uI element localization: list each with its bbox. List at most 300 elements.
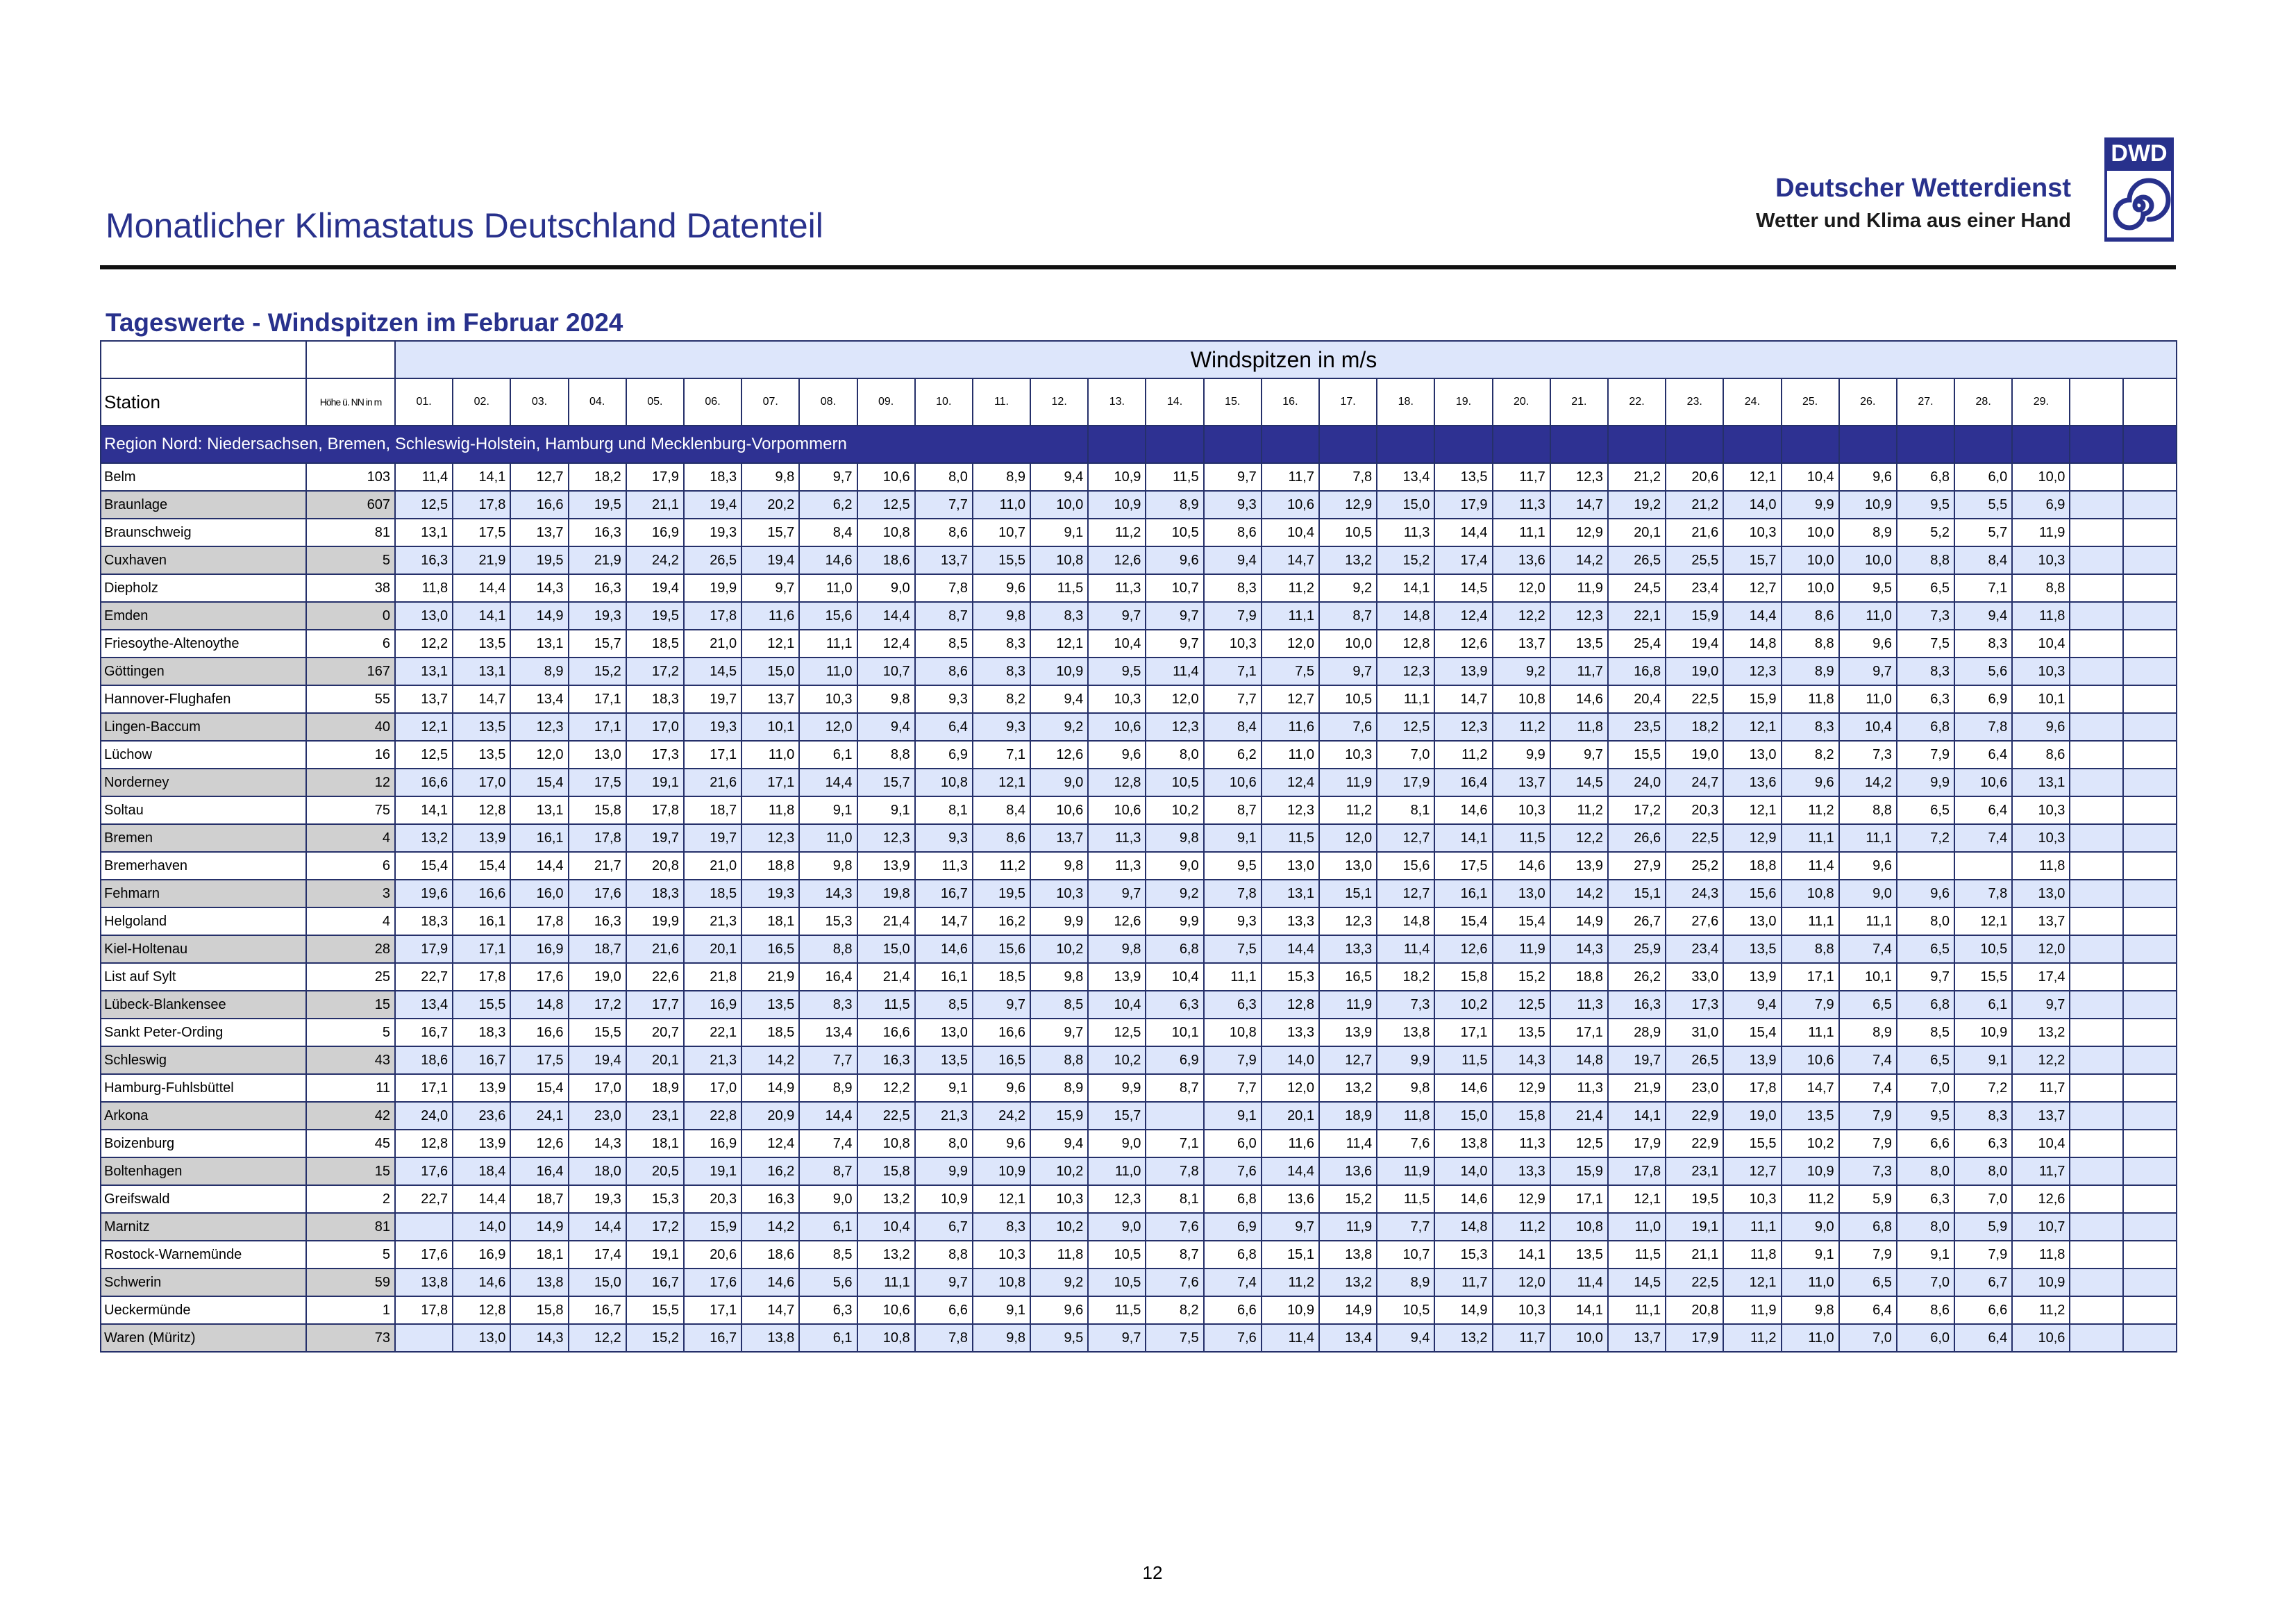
wind-value: 13,3 bbox=[1493, 1157, 1550, 1185]
wind-value: 10,7 bbox=[973, 519, 1030, 546]
wind-value: 22,1 bbox=[1608, 602, 1666, 630]
header-rule bbox=[100, 265, 2176, 269]
wind-value: 15,8 bbox=[1434, 963, 1492, 991]
table-row bbox=[101, 963, 2177, 991]
wind-value: 12,4 bbox=[1434, 602, 1492, 630]
wind-value: 19,1 bbox=[626, 1241, 684, 1269]
wind-value: 20,1 bbox=[626, 1046, 684, 1074]
wind-value: 14,4 bbox=[857, 602, 915, 630]
wind-value: 21,9 bbox=[741, 963, 799, 991]
wind-value: 9,8 bbox=[741, 463, 799, 491]
wind-value: 12,5 bbox=[1550, 1130, 1608, 1157]
wind-value: 21,9 bbox=[453, 546, 510, 574]
empty-cell bbox=[2070, 546, 2123, 574]
wind-value bbox=[395, 1213, 453, 1241]
wind-value: 12,3 bbox=[510, 713, 568, 741]
wind-value: 13,5 bbox=[1550, 1241, 1608, 1269]
day-column-header: 01. bbox=[395, 378, 453, 426]
wind-value: 12,9 bbox=[1723, 824, 1781, 852]
empty-cell bbox=[2123, 546, 2177, 574]
station-name: Helgoland bbox=[101, 907, 306, 935]
wind-value: 13,5 bbox=[915, 1046, 973, 1074]
wind-value: 7,0 bbox=[1377, 741, 1434, 769]
wind-value: 21,1 bbox=[1666, 1241, 1723, 1269]
brand-name: Deutscher Wetterdienst bbox=[1775, 174, 2071, 203]
wind-value: 31,0 bbox=[1666, 1019, 1723, 1046]
wind-value: 17,2 bbox=[626, 658, 684, 685]
empty-cell bbox=[2123, 1130, 2177, 1157]
wind-value: 10,0 bbox=[1782, 574, 1839, 602]
wind-value: 9,8 bbox=[799, 852, 857, 880]
dwd-brand bbox=[1688, 137, 2174, 242]
wind-value: 11,1 bbox=[1493, 519, 1550, 546]
wind-value: 23,0 bbox=[1666, 1074, 1723, 1102]
wind-value: 6,9 bbox=[1146, 1046, 1203, 1074]
wind-value: 17,8 bbox=[1608, 1157, 1666, 1185]
wind-value: 8,6 bbox=[973, 824, 1030, 852]
wind-value: 19,1 bbox=[684, 1157, 741, 1185]
wind-value: 6,0 bbox=[1204, 1130, 1262, 1157]
wind-value: 6,9 bbox=[1204, 1213, 1262, 1241]
wind-value: 6,4 bbox=[1954, 796, 2012, 824]
wind-value: 6,6 bbox=[1954, 1296, 2012, 1324]
wind-value: 15,4 bbox=[395, 852, 453, 880]
station-name: Diepholz bbox=[101, 574, 306, 602]
station-height: 1 bbox=[306, 1296, 395, 1324]
wind-value: 9,9 bbox=[1782, 491, 1839, 519]
region-cell bbox=[1782, 426, 1839, 463]
wind-value: 11,3 bbox=[1550, 1074, 1608, 1102]
wind-value: 12,3 bbox=[1377, 658, 1434, 685]
wind-value: 16,1 bbox=[915, 963, 973, 991]
wind-value: 11,8 bbox=[1377, 1102, 1434, 1130]
wind-value: 12,5 bbox=[1493, 991, 1550, 1019]
wind-value: 15,3 bbox=[1262, 963, 1319, 991]
wind-value: 12,1 bbox=[1723, 796, 1781, 824]
wind-value: 7,9 bbox=[1839, 1102, 1897, 1130]
wind-value: 27,6 bbox=[1666, 907, 1723, 935]
wind-value: 13,3 bbox=[1262, 1019, 1319, 1046]
wind-value: 9,4 bbox=[1030, 463, 1088, 491]
day-column-header: 12. bbox=[1030, 378, 1088, 426]
wind-value: 10,4 bbox=[2012, 630, 2070, 658]
wind-value: 6,8 bbox=[1897, 713, 1954, 741]
station-name: Braunschweig bbox=[101, 519, 306, 546]
table-row bbox=[101, 491, 2177, 519]
wind-value: 14,1 bbox=[1493, 1241, 1550, 1269]
wind-value: 13,4 bbox=[1319, 1324, 1377, 1352]
station-name: Emden bbox=[101, 602, 306, 630]
wind-value: 18,5 bbox=[684, 880, 741, 907]
wind-value: 9,7 bbox=[1319, 658, 1377, 685]
wind-value: 17,6 bbox=[569, 880, 626, 907]
wind-value: 9,0 bbox=[799, 1185, 857, 1213]
wind-value: 14,4 bbox=[799, 769, 857, 796]
wind-value: 10,5 bbox=[1088, 1241, 1146, 1269]
wind-value: 9,8 bbox=[1377, 1074, 1434, 1102]
wind-value: 9,3 bbox=[973, 713, 1030, 741]
wind-value: 17,9 bbox=[626, 463, 684, 491]
day-column-header: 02. bbox=[453, 378, 510, 426]
wind-value: 24,5 bbox=[1608, 574, 1666, 602]
wind-value: 11,9 bbox=[1723, 1296, 1781, 1324]
wind-value: 7,5 bbox=[1146, 1324, 1203, 1352]
wind-value: 22,5 bbox=[1666, 1269, 1723, 1296]
wind-value: 12,5 bbox=[857, 491, 915, 519]
station-height: 73 bbox=[306, 1324, 395, 1352]
wind-value: 13,2 bbox=[857, 1241, 915, 1269]
station-name: Bremerhaven bbox=[101, 852, 306, 880]
empty-cell bbox=[2123, 1074, 2177, 1102]
region-cell bbox=[1723, 426, 1781, 463]
wind-value: 17,2 bbox=[626, 1213, 684, 1241]
wind-value: 21,9 bbox=[569, 546, 626, 574]
station-height: 28 bbox=[306, 935, 395, 963]
wind-value: 12,3 bbox=[1088, 1185, 1146, 1213]
wind-value: 5,5 bbox=[1954, 491, 2012, 519]
wind-value: 9,6 bbox=[973, 574, 1030, 602]
wind-value: 11,1 bbox=[1204, 963, 1262, 991]
wind-value: 10,3 bbox=[1204, 630, 1262, 658]
wind-value: 15,9 bbox=[1666, 602, 1723, 630]
station-name: Lübeck-Blankensee bbox=[101, 991, 306, 1019]
empty-cell bbox=[2123, 907, 2177, 935]
wind-value: 9,0 bbox=[1088, 1213, 1146, 1241]
empty-cell bbox=[2070, 491, 2123, 519]
wind-value: 11,9 bbox=[1319, 991, 1377, 1019]
wind-value: 19,7 bbox=[684, 685, 741, 713]
wind-value: 10,8 bbox=[1782, 880, 1839, 907]
wind-value: 16,7 bbox=[915, 880, 973, 907]
wind-value: 13,4 bbox=[395, 991, 453, 1019]
station-height: 55 bbox=[306, 685, 395, 713]
table-row bbox=[101, 880, 2177, 907]
wind-value: 12,7 bbox=[1319, 1046, 1377, 1074]
station-height: 5 bbox=[306, 1241, 395, 1269]
wind-value: 16,5 bbox=[741, 935, 799, 963]
wind-value: 16,3 bbox=[569, 519, 626, 546]
wind-value: 13,1 bbox=[510, 796, 568, 824]
wind-value: 19,4 bbox=[684, 491, 741, 519]
wind-value: 18,6 bbox=[741, 1241, 799, 1269]
empty-cell bbox=[2070, 1324, 2123, 1352]
wind-value: 9,9 bbox=[1030, 907, 1088, 935]
wind-value: 11,6 bbox=[741, 602, 799, 630]
wind-value: 5,9 bbox=[1839, 1185, 1897, 1213]
station-height: 81 bbox=[306, 1213, 395, 1241]
wind-value: 15,8 bbox=[1493, 1102, 1550, 1130]
station-height: 16 bbox=[306, 741, 395, 769]
wind-value: 15,6 bbox=[1377, 852, 1434, 880]
wind-value: 8,9 bbox=[1782, 658, 1839, 685]
wind-value: 20,9 bbox=[741, 1102, 799, 1130]
wind-value: 11,2 bbox=[1088, 519, 1146, 546]
station-name: Cuxhaven bbox=[101, 546, 306, 574]
wind-value: 13,8 bbox=[1319, 1241, 1377, 1269]
wind-value: 11,2 bbox=[1550, 796, 1608, 824]
wind-value: 9,6 bbox=[1146, 546, 1203, 574]
wind-value: 21,0 bbox=[684, 630, 741, 658]
wind-value: 9,5 bbox=[1839, 574, 1897, 602]
wind-value: 14,7 bbox=[1550, 491, 1608, 519]
wind-value: 8,2 bbox=[973, 685, 1030, 713]
table-row bbox=[101, 741, 2177, 769]
empty-cell bbox=[2123, 1185, 2177, 1213]
wind-value: 12,3 bbox=[1319, 907, 1377, 935]
wind-value: 9,4 bbox=[857, 713, 915, 741]
wind-value: 12,9 bbox=[1550, 519, 1608, 546]
wind-value: 12,0 bbox=[1262, 630, 1319, 658]
wind-value: 7,0 bbox=[1839, 1324, 1897, 1352]
wind-value: 14,5 bbox=[1550, 769, 1608, 796]
station-height: 6 bbox=[306, 852, 395, 880]
wind-value: 9,5 bbox=[1088, 658, 1146, 685]
wind-value: 10,0 bbox=[1550, 1324, 1608, 1352]
wind-value: 12,2 bbox=[395, 630, 453, 658]
table-row bbox=[101, 796, 2177, 824]
table-row bbox=[101, 685, 2177, 713]
wind-value: 9,4 bbox=[1204, 546, 1262, 574]
wind-value: 10,0 bbox=[1319, 630, 1377, 658]
wind-value: 10,6 bbox=[857, 1296, 915, 1324]
wind-value: 18,8 bbox=[1723, 852, 1781, 880]
station-name: Friesoythe-Altenoythe bbox=[101, 630, 306, 658]
wind-value: 8,1 bbox=[1146, 1185, 1203, 1213]
wind-value: 13,5 bbox=[453, 630, 510, 658]
wind-value: 15,0 bbox=[741, 658, 799, 685]
wind-value: 8,4 bbox=[1204, 713, 1262, 741]
header-blank-station bbox=[101, 341, 306, 378]
wind-value: 12,7 bbox=[1262, 685, 1319, 713]
empty-cell bbox=[2070, 1102, 2123, 1130]
wind-value: 10,3 bbox=[1723, 1185, 1781, 1213]
wind-value: 17,0 bbox=[453, 769, 510, 796]
wind-value: 7,0 bbox=[1954, 1185, 2012, 1213]
table-row bbox=[101, 1185, 2177, 1213]
wind-value: 21,4 bbox=[1550, 1102, 1608, 1130]
wind-value: 8,8 bbox=[857, 741, 915, 769]
wind-value: 13,9 bbox=[453, 1130, 510, 1157]
day-column-header: 17. bbox=[1319, 378, 1377, 426]
wind-value: 7,8 bbox=[1954, 713, 2012, 741]
wind-value: 13,2 bbox=[1319, 546, 1377, 574]
wind-value: 5,7 bbox=[1954, 519, 2012, 546]
wind-value: 14,5 bbox=[1608, 1269, 1666, 1296]
day-column-header: 10. bbox=[915, 378, 973, 426]
wind-value: 6,3 bbox=[799, 1296, 857, 1324]
day-column-header: 08. bbox=[799, 378, 857, 426]
wind-value: 7,8 bbox=[1954, 880, 2012, 907]
wind-value: 23,0 bbox=[569, 1102, 626, 1130]
wind-value: 12,0 bbox=[510, 741, 568, 769]
empty-cell bbox=[2070, 907, 2123, 935]
wind-value: 17,5 bbox=[453, 519, 510, 546]
empty-cell bbox=[2123, 769, 2177, 796]
station-name: Braunlage bbox=[101, 491, 306, 519]
wind-value: 6,8 bbox=[1146, 935, 1203, 963]
empty-cell bbox=[2123, 1296, 2177, 1324]
day-column-header: 06. bbox=[684, 378, 741, 426]
station-name: Boizenburg bbox=[101, 1130, 306, 1157]
wind-value: 19,9 bbox=[626, 907, 684, 935]
empty-cell bbox=[2123, 602, 2177, 630]
wind-value: 22,1 bbox=[684, 1019, 741, 1046]
wind-value: 8,0 bbox=[1146, 741, 1203, 769]
wind-value: 14,4 bbox=[799, 1102, 857, 1130]
wind-value: 10,3 bbox=[2012, 824, 2070, 852]
wind-value: 21,6 bbox=[1666, 519, 1723, 546]
wind-value: 6,5 bbox=[1897, 935, 1954, 963]
wind-value: 10,6 bbox=[1030, 796, 1088, 824]
wind-value: 15,1 bbox=[1319, 880, 1377, 907]
wind-value: 14,8 bbox=[1377, 602, 1434, 630]
wind-value: 8,5 bbox=[915, 630, 973, 658]
wind-value: 18,9 bbox=[626, 1074, 684, 1102]
wind-value: 6,4 bbox=[915, 713, 973, 741]
wind-value: 18,3 bbox=[626, 685, 684, 713]
wind-value: 9,5 bbox=[1030, 1324, 1088, 1352]
wind-value: 10,4 bbox=[1262, 519, 1319, 546]
wind-value: 22,5 bbox=[1666, 824, 1723, 852]
wind-value: 10,4 bbox=[1088, 630, 1146, 658]
day-column-header: 29. bbox=[2012, 378, 2070, 426]
table-row bbox=[101, 519, 2177, 546]
wind-value: 8,7 bbox=[1146, 1241, 1203, 1269]
wind-value: 16,6 bbox=[857, 1019, 915, 1046]
wind-value: 9,7 bbox=[741, 574, 799, 602]
station-height: 45 bbox=[306, 1130, 395, 1157]
wind-value: 7,8 bbox=[915, 1324, 973, 1352]
wind-value: 10,5 bbox=[1319, 685, 1377, 713]
wind-value: 14,5 bbox=[684, 658, 741, 685]
table-row bbox=[101, 907, 2177, 935]
table-row bbox=[101, 463, 2177, 491]
wind-value: 20,8 bbox=[1666, 1296, 1723, 1324]
wind-value: 14,6 bbox=[741, 1269, 799, 1296]
wind-value: 11,1 bbox=[1608, 1296, 1666, 1324]
wind-value: 11,2 bbox=[1723, 1324, 1781, 1352]
wind-value: 7,0 bbox=[1897, 1269, 1954, 1296]
wind-value: 6,3 bbox=[1204, 991, 1262, 1019]
wind-value: 11,4 bbox=[1550, 1269, 1608, 1296]
wind-value: 11,7 bbox=[1493, 1324, 1550, 1352]
wind-value: 6,4 bbox=[1839, 1296, 1897, 1324]
wind-value: 10,9 bbox=[1088, 491, 1146, 519]
wind-value: 20,8 bbox=[626, 852, 684, 880]
day-column-header: 21. bbox=[1550, 378, 1608, 426]
wind-value: 12,3 bbox=[1434, 713, 1492, 741]
day-column-header: 23. bbox=[1666, 378, 1723, 426]
wind-value: 10,9 bbox=[1954, 1019, 2012, 1046]
station-height: 38 bbox=[306, 574, 395, 602]
wind-value: 11,1 bbox=[1262, 602, 1319, 630]
wind-value: 13,1 bbox=[510, 630, 568, 658]
wind-value: 6,1 bbox=[799, 1324, 857, 1352]
wind-value: 9,8 bbox=[973, 602, 1030, 630]
wind-value: 9,4 bbox=[1377, 1324, 1434, 1352]
empty-cell bbox=[2070, 463, 2123, 491]
wind-value: 12,7 bbox=[1377, 824, 1434, 852]
wind-value: 15,1 bbox=[1262, 1241, 1319, 1269]
wind-value: 18,6 bbox=[395, 1046, 453, 1074]
wind-value: 7,3 bbox=[1377, 991, 1434, 1019]
empty-cell bbox=[2123, 824, 2177, 852]
wind-value: 16,6 bbox=[510, 1019, 568, 1046]
wind-value: 13,7 bbox=[1608, 1324, 1666, 1352]
wind-value: 9,7 bbox=[1262, 1213, 1319, 1241]
empty-cell bbox=[2070, 1296, 2123, 1324]
wind-gust-table bbox=[100, 340, 2177, 1353]
wind-value: 6,8 bbox=[1204, 1241, 1262, 1269]
wind-value: 13,7 bbox=[1493, 630, 1550, 658]
wind-value: 13,5 bbox=[453, 741, 510, 769]
wind-value bbox=[1954, 852, 2012, 880]
wind-value: 19,4 bbox=[626, 574, 684, 602]
station-height: 167 bbox=[306, 658, 395, 685]
wind-value: 17,0 bbox=[684, 1074, 741, 1102]
wind-value: 9,1 bbox=[973, 1296, 1030, 1324]
wind-value: 15,8 bbox=[569, 796, 626, 824]
wind-value: 17,5 bbox=[569, 769, 626, 796]
wind-value: 13,2 bbox=[1434, 1324, 1492, 1352]
wind-value: 13,1 bbox=[453, 658, 510, 685]
table-row bbox=[101, 991, 2177, 1019]
wind-value: 17,9 bbox=[395, 935, 453, 963]
wind-value: 11,0 bbox=[1088, 1157, 1146, 1185]
wind-value: 9,4 bbox=[1030, 1130, 1088, 1157]
header-blank-height bbox=[306, 341, 395, 378]
wind-value: 7,1 bbox=[973, 741, 1030, 769]
wind-value: 11,1 bbox=[1723, 1213, 1781, 1241]
station-name: Norderney bbox=[101, 769, 306, 796]
wind-value: 11,2 bbox=[1434, 741, 1492, 769]
wind-value: 10,0 bbox=[1030, 491, 1088, 519]
wind-value: 10,2 bbox=[1146, 796, 1203, 824]
wind-value: 10,5 bbox=[1088, 1269, 1146, 1296]
wind-value: 14,8 bbox=[1377, 907, 1434, 935]
wind-value: 12,7 bbox=[1723, 574, 1781, 602]
wind-value: 10,0 bbox=[1839, 546, 1897, 574]
wind-value: 9,8 bbox=[1088, 935, 1146, 963]
empty-cell bbox=[2070, 713, 2123, 741]
wind-value: 18,3 bbox=[626, 880, 684, 907]
wind-value: 12,1 bbox=[1030, 630, 1088, 658]
wind-value: 17,3 bbox=[1666, 991, 1723, 1019]
wind-value: 7,8 bbox=[1146, 1157, 1203, 1185]
wind-value: 9,6 bbox=[973, 1130, 1030, 1157]
wind-value: 10,8 bbox=[1550, 1213, 1608, 1241]
wind-value: 20,1 bbox=[684, 935, 741, 963]
wind-value: 21,6 bbox=[684, 769, 741, 796]
wind-value: 21,3 bbox=[684, 907, 741, 935]
wind-value: 33,0 bbox=[1666, 963, 1723, 991]
wind-value: 10,3 bbox=[1723, 519, 1781, 546]
wind-value: 14,0 bbox=[1434, 1157, 1492, 1185]
wind-value: 8,8 bbox=[1782, 935, 1839, 963]
wind-value: 14,7 bbox=[1434, 685, 1492, 713]
wind-value: 22,9 bbox=[1666, 1102, 1723, 1130]
wind-value: 14,4 bbox=[510, 852, 568, 880]
wind-value: 7,9 bbox=[1839, 1130, 1897, 1157]
wind-value: 7,5 bbox=[1204, 935, 1262, 963]
wind-value: 22,5 bbox=[857, 1102, 915, 1130]
wind-value: 6,5 bbox=[1897, 574, 1954, 602]
wind-value: 6,3 bbox=[1146, 991, 1203, 1019]
wind-value: 13,8 bbox=[1377, 1019, 1434, 1046]
wind-value: 16,7 bbox=[626, 1269, 684, 1296]
wind-value: 8,8 bbox=[1839, 796, 1897, 824]
wind-value: 17,0 bbox=[569, 1074, 626, 1102]
